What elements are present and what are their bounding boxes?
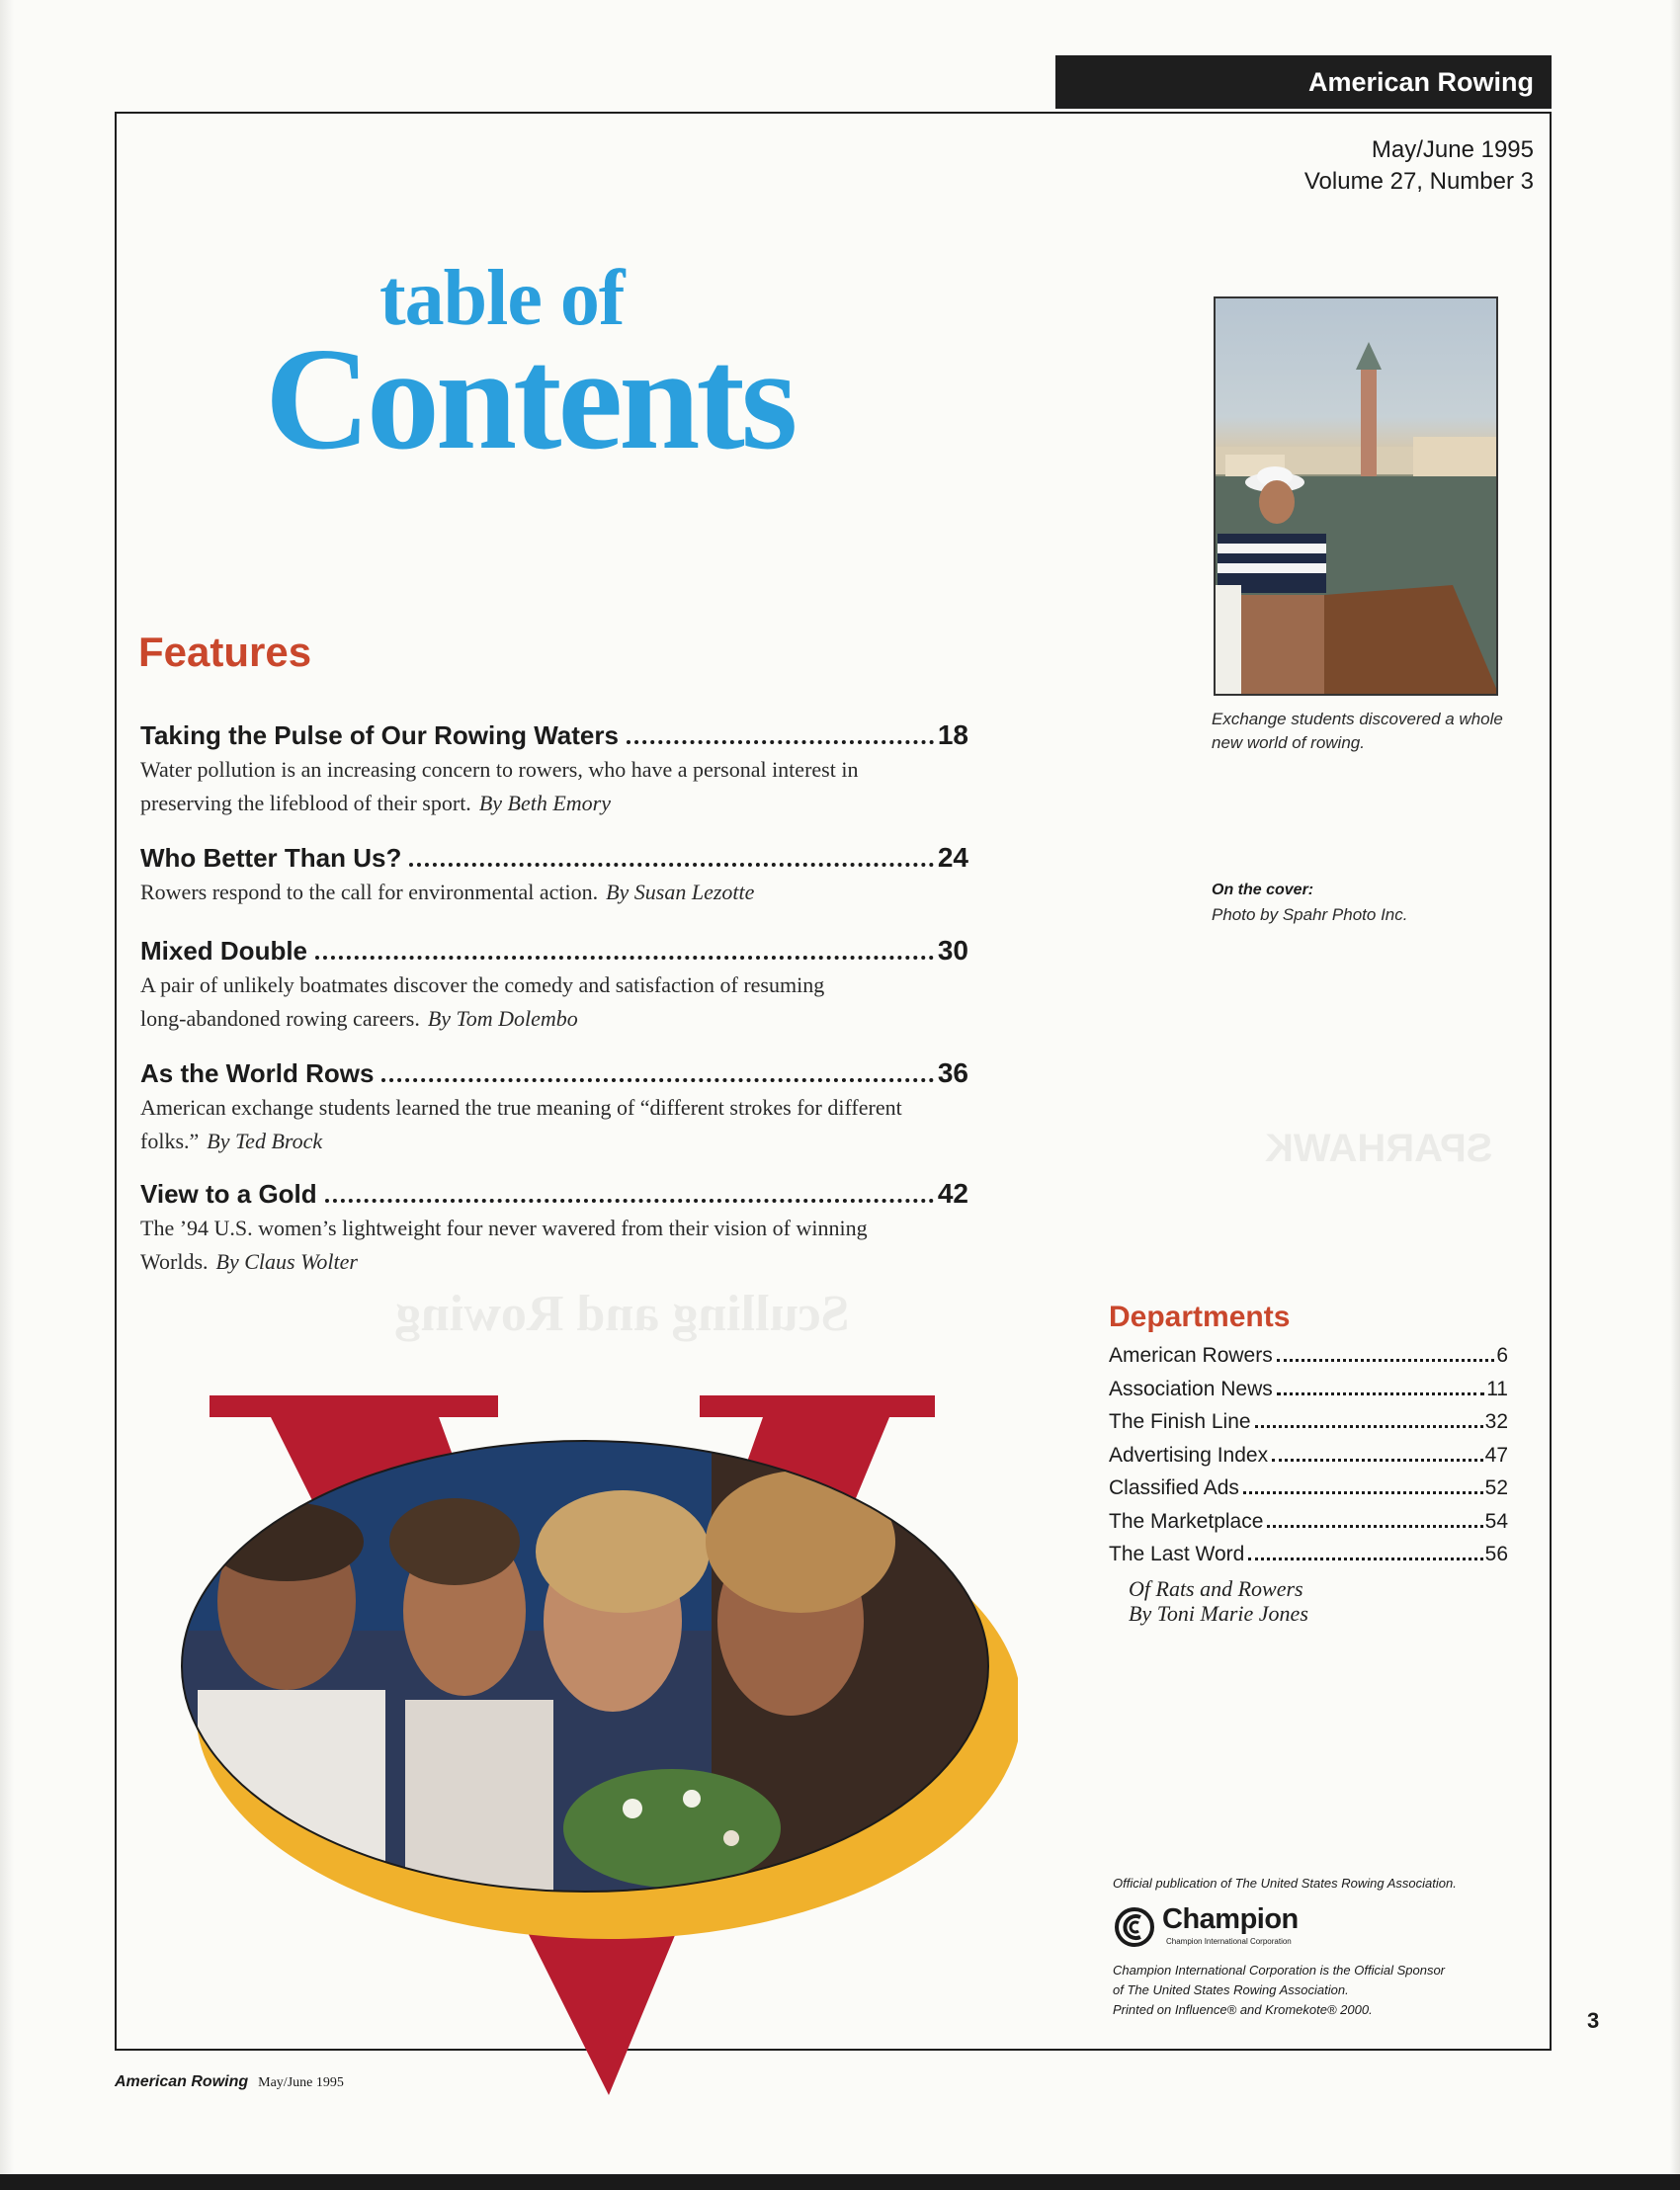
feature-description: American exchange students learned the true meaning of “different strokes for different folks.” By Ted Brock bbox=[140, 1095, 902, 1153]
photo-caption: Exchange students discovered a whole new world of rowing. bbox=[1212, 710, 1503, 752]
leader-dots bbox=[1277, 1392, 1484, 1395]
feature-entry[interactable] bbox=[140, 1057, 968, 1158]
official-publication-note: Official publication of The United States Rowing Association. bbox=[1113, 1876, 1457, 1891]
department-page: 32 bbox=[1484, 1410, 1508, 1433]
page-number: 3 bbox=[1587, 2008, 1600, 2033]
feature-title[interactable]: View to a Gold bbox=[140, 1179, 317, 1209]
department-name[interactable]: The Marketplace bbox=[1109, 1509, 1264, 1533]
leader-dots bbox=[315, 956, 934, 960]
venice-photo-illustration bbox=[1216, 298, 1498, 696]
feature-byline: By Ted Brock bbox=[207, 1129, 323, 1153]
feature-title[interactable]: As the World Rows bbox=[140, 1058, 375, 1088]
department-page: 54 bbox=[1484, 1509, 1508, 1533]
feature-page: 18 bbox=[937, 719, 968, 750]
leader-dots bbox=[1267, 1525, 1482, 1528]
footer bbox=[115, 2073, 344, 2091]
sponsor-note-line: Champion International Corporation is the Official Sponsor bbox=[1113, 1963, 1446, 1978]
feature-byline: By Susan Lezotte bbox=[606, 880, 755, 904]
v-graphic bbox=[158, 1374, 1018, 2105]
feature-description: A pair of unlikely boatmates discover the comedy and satisfaction of resuming long-abandoned rowing careers. By Tom Dolembo bbox=[140, 972, 825, 1031]
feature-entry[interactable] bbox=[140, 842, 968, 909]
department-name[interactable]: Association News bbox=[1109, 1377, 1273, 1400]
issue-date: May/June 1995 bbox=[1371, 136, 1534, 163]
feature-title[interactable]: Taking the Pulse of Our Rowing Waters bbox=[140, 720, 619, 750]
leader-dots bbox=[1277, 1359, 1495, 1362]
cover-label: On the cover: bbox=[1212, 882, 1314, 898]
leader-dots bbox=[381, 1078, 933, 1082]
leader-dots bbox=[1255, 1425, 1483, 1428]
department-page: 56 bbox=[1484, 1543, 1508, 1565]
feature-description: The ’94 U.S. women’s lightweight four never wavered from their vision of winning Worlds. By Claus Wolter bbox=[140, 1216, 868, 1274]
feature-page: 42 bbox=[937, 1178, 968, 1209]
department-name[interactable]: American Rowers bbox=[1109, 1344, 1273, 1367]
feature-page: 24 bbox=[937, 842, 968, 873]
leader-dots bbox=[1248, 1558, 1482, 1560]
page-title bbox=[265, 255, 795, 480]
department-item[interactable] bbox=[1109, 1510, 1508, 1544]
show-through-text: SPARHAWK bbox=[1265, 1127, 1493, 1170]
show-through-text: Sculling and Rowing bbox=[395, 1286, 850, 1342]
department-page: 52 bbox=[1484, 1476, 1508, 1499]
feature-byline: By Tom Dolembo bbox=[427, 1006, 578, 1031]
feature-description: Rowers respond to the call for environmental action. By Susan Lezotte bbox=[140, 880, 755, 904]
departments-heading: Departments bbox=[1109, 1301, 1291, 1333]
leader-dots bbox=[1243, 1491, 1483, 1494]
scan-edge bbox=[0, 2174, 1680, 2190]
footer-magazine: American Rowing bbox=[115, 2073, 249, 2090]
departments-list bbox=[1109, 1344, 1508, 1626]
department-item[interactable] bbox=[1109, 1378, 1508, 1411]
footer-date: May/June 1995 bbox=[258, 2075, 344, 2090]
sponsor-note-line: of The United States Rowing Association. bbox=[1113, 1982, 1349, 1997]
features-heading: Features bbox=[138, 629, 312, 675]
feature-byline: By Claus Wolter bbox=[215, 1249, 358, 1274]
department-name[interactable]: The Finish Line bbox=[1109, 1410, 1251, 1433]
feature-page: 30 bbox=[937, 935, 968, 966]
feature-byline: By Beth Emory bbox=[478, 791, 611, 815]
department-item[interactable] bbox=[1109, 1410, 1508, 1444]
feature-title[interactable]: Mixed Double bbox=[140, 936, 308, 966]
brand-tab: American Rowing bbox=[1055, 55, 1552, 109]
feature-page: 36 bbox=[937, 1057, 968, 1088]
cover-credit: Photo by Spahr Photo Inc. bbox=[1212, 905, 1408, 924]
issue-volume: Volume 27, Number 3 bbox=[1303, 168, 1534, 195]
department-page: 47 bbox=[1484, 1443, 1508, 1467]
feature-entry[interactable] bbox=[140, 719, 968, 820]
department-name[interactable]: The Last Word bbox=[1109, 1543, 1245, 1565]
champion-logo-icon bbox=[1115, 1907, 1154, 1947]
feature-title[interactable]: Who Better Than Us? bbox=[140, 843, 402, 873]
feature-description: Water pollution is an increasing concern to rowers, who have a personal interest in preserving the lifeblood of their sport. By Beth Emory bbox=[140, 757, 859, 815]
sponsor-note-line: Printed on Influence® and Kromekote® 2000. bbox=[1113, 2002, 1373, 2017]
leader-dots bbox=[627, 740, 934, 744]
leader-dots bbox=[1272, 1459, 1483, 1462]
department-name[interactable]: Advertising Index bbox=[1109, 1443, 1269, 1467]
sponsor-name: Champion bbox=[1162, 1903, 1299, 1935]
leader-dots bbox=[409, 863, 934, 867]
department-item[interactable] bbox=[1109, 1444, 1508, 1477]
issue-info bbox=[1304, 134, 1534, 198]
feature-entry[interactable] bbox=[140, 1178, 968, 1279]
sponsor-note bbox=[1113, 1961, 1469, 2020]
venice-photo bbox=[1214, 296, 1498, 696]
department-item[interactable] bbox=[1109, 1543, 1508, 1576]
last-word-subtitle: Of Rats and Rowers bbox=[1129, 1575, 1303, 1601]
department-item[interactable] bbox=[1109, 1344, 1508, 1378]
department-item[interactable] bbox=[1109, 1476, 1508, 1510]
department-page: 11 bbox=[1486, 1377, 1508, 1400]
leader-dots bbox=[325, 1199, 934, 1203]
feature-entry[interactable] bbox=[140, 935, 968, 1036]
title-line-big: Contents bbox=[265, 318, 795, 480]
department-name[interactable]: Classified Ads bbox=[1109, 1476, 1239, 1499]
department-page: 6 bbox=[1496, 1344, 1508, 1367]
sponsor-name-sub: Champion International Corporation bbox=[1166, 1937, 1292, 1946]
last-word-byline: By Toni Marie Jones bbox=[1129, 1600, 1308, 1626]
title-line-small: table of bbox=[379, 255, 625, 342]
